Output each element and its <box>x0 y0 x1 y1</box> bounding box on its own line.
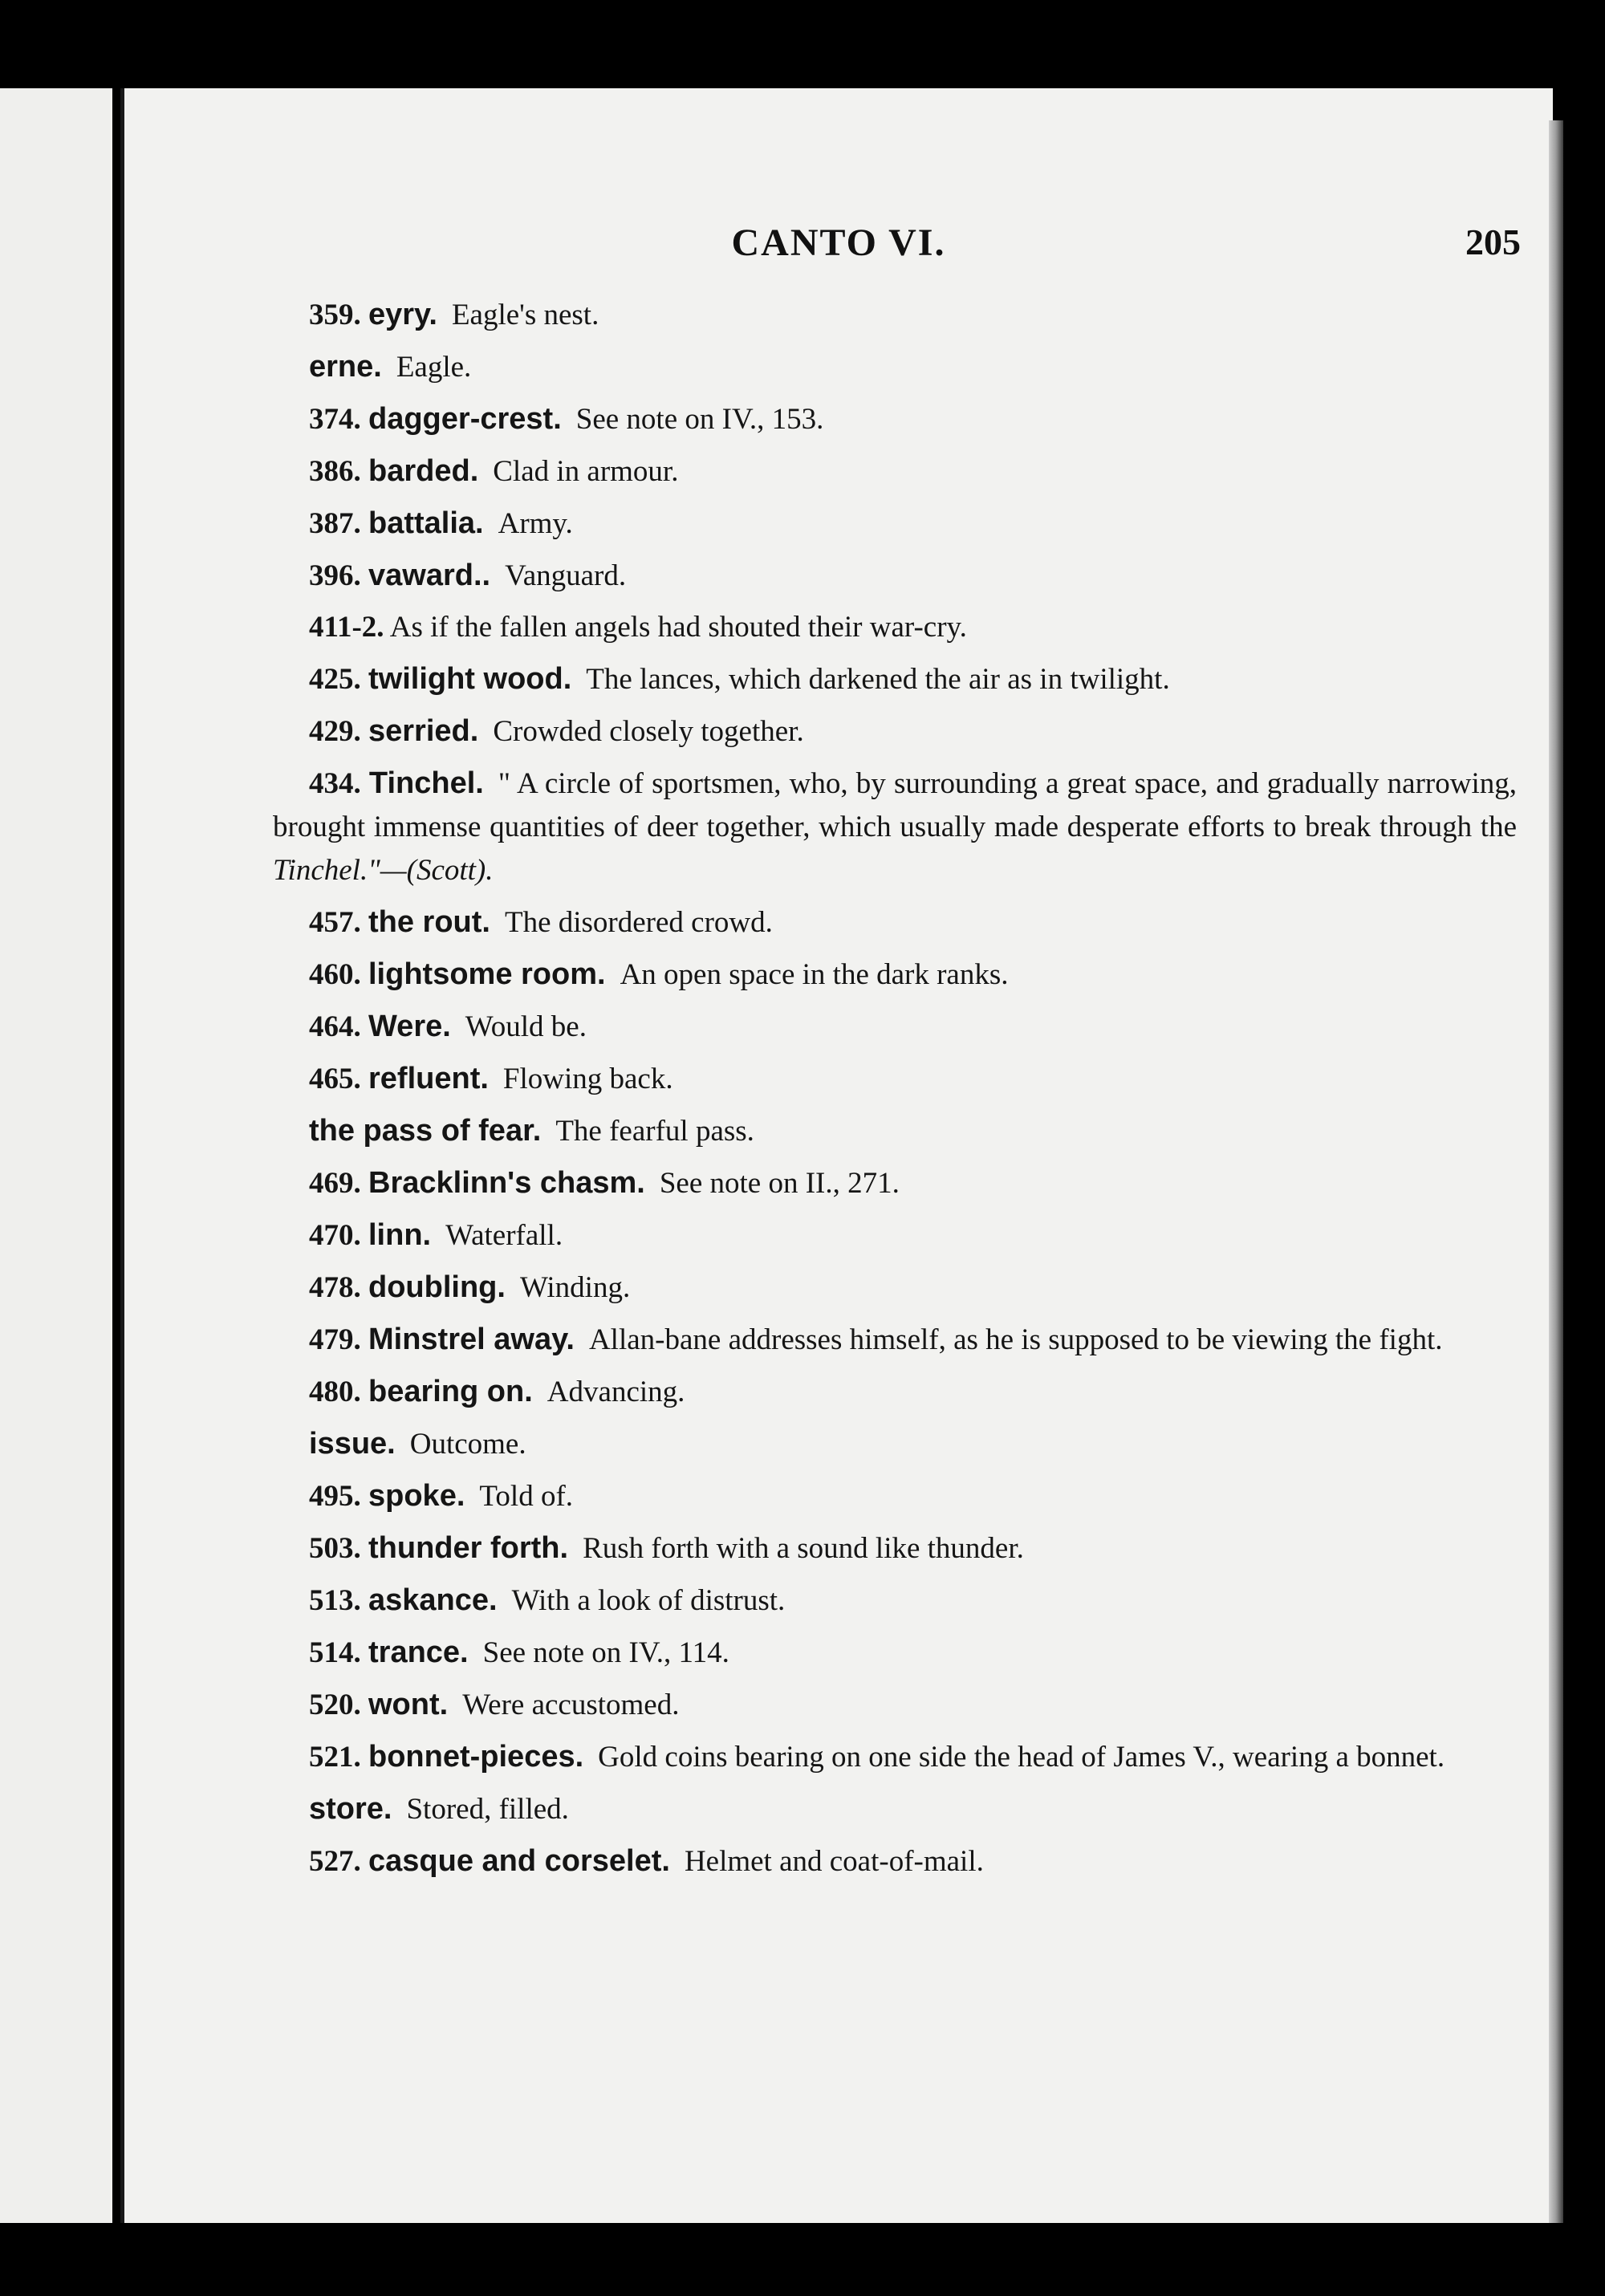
note-gloss: The fearful pass. <box>555 1115 754 1148</box>
note-citation: Tinchel."—(Scott). <box>273 854 494 887</box>
note-term: serried. <box>368 714 479 748</box>
note-entry <box>273 606 1517 649</box>
note-entry <box>273 1213 1517 1258</box>
note-entry <box>273 1005 1517 1049</box>
facing-page-edge <box>0 88 112 2223</box>
note-term: battalia. <box>368 506 484 540</box>
line-number: 503. <box>309 1532 361 1565</box>
note-gloss: Waterfall. <box>445 1219 563 1252</box>
line-number: 359. <box>309 299 361 331</box>
note-term: lightsome room. <box>368 957 606 991</box>
note-term: vaward.. <box>368 559 491 592</box>
note-term: the rout. <box>368 905 490 939</box>
note-entry <box>273 709 1517 754</box>
line-number: 386. <box>309 455 361 488</box>
note-gloss: Flowing back. <box>502 1063 673 1095</box>
note-term: trance. <box>368 1636 469 1669</box>
note-entry <box>273 502 1517 546</box>
note-gloss: An open space in the dark ranks. <box>620 958 1009 991</box>
note-term: barded. <box>368 454 479 488</box>
page-number: 205 <box>1465 221 1521 262</box>
note-entry <box>273 953 1517 997</box>
note-gloss: Advancing. <box>547 1376 685 1408</box>
note-term: store. <box>309 1792 392 1826</box>
note-term: eyry. <box>368 298 437 331</box>
note-term: bonnet-pieces. <box>368 1740 584 1774</box>
note-entry <box>273 345 1517 389</box>
line-number: 425. <box>309 663 361 696</box>
note-gloss: Clad in armour. <box>493 455 679 488</box>
note-gloss: Winding. <box>519 1271 631 1304</box>
note-gloss: " A circle of sportsmen, who, by surrounding a great space, and gradually narrowing, brought immense quantities of deer together, which usually made desperate efforts to break through the <box>273 767 1518 843</box>
note-gloss: The lances, which darkened the air as in twilight. <box>586 663 1170 696</box>
line-number: 480. <box>309 1376 361 1408</box>
notes-list <box>273 293 1517 1892</box>
note-gloss: See note on II., 271. <box>659 1167 900 1200</box>
note-gloss: Outcome. <box>409 1428 526 1461</box>
note-entry <box>273 1839 1517 1884</box>
note-gloss: Told of. <box>479 1480 574 1513</box>
line-number: 470. <box>309 1219 361 1252</box>
note-term: doubling. <box>368 1270 506 1304</box>
line-number: 387. <box>309 507 361 540</box>
note-entry <box>273 1318 1517 1362</box>
note-entry <box>273 762 1517 892</box>
note-entry <box>273 449 1517 494</box>
note-gloss: Gold coins bearing on one side the head of James V., wearing a bonnet. <box>598 1741 1445 1774</box>
note-entry <box>273 554 1517 598</box>
line-number: 411-2. <box>309 611 384 644</box>
note-term: erne. <box>309 350 382 384</box>
line-number: 478. <box>309 1271 361 1304</box>
note-term: issue. <box>309 1427 396 1461</box>
note-entry <box>273 900 1517 945</box>
line-number: 514. <box>309 1636 361 1669</box>
note-entry <box>273 1109 1517 1153</box>
note-term: the pass of fear. <box>309 1114 542 1148</box>
note-term: wont. <box>368 1688 449 1721</box>
note-term: refluent. <box>368 1062 489 1095</box>
line-number: 527. <box>309 1845 361 1878</box>
note-entry <box>273 1526 1517 1571</box>
note-term: Were. <box>368 1010 451 1043</box>
line-number: 460. <box>309 958 361 991</box>
line-number: 457. <box>309 906 361 939</box>
note-entry <box>273 397 1517 441</box>
note-term: casque and corselet. <box>368 1844 670 1878</box>
note-gloss: Stored, filled. <box>406 1793 569 1826</box>
note-gloss: Helmet and coat-of-mail. <box>684 1845 984 1878</box>
line-number: 521. <box>309 1741 361 1774</box>
line-number: 396. <box>309 559 361 592</box>
note-entry <box>273 1683 1517 1727</box>
note-term: bearing on. <box>368 1375 533 1408</box>
note-term: Minstrel away. <box>368 1323 575 1356</box>
note-entry <box>273 1631 1517 1675</box>
note-entry <box>273 293 1517 337</box>
note-term: thunder forth. <box>368 1531 569 1565</box>
note-gloss: Would be. <box>465 1010 587 1043</box>
note-entry <box>273 1474 1517 1518</box>
running-head: CANTO VI. <box>731 221 946 264</box>
line-number: 469. <box>309 1167 361 1200</box>
note-gloss: Rush forth with a sound like thunder. <box>583 1532 1024 1565</box>
note-entry <box>273 1422 1517 1466</box>
note-gloss: Eagle's nest. <box>451 299 599 331</box>
line-number: 479. <box>309 1323 361 1356</box>
note-gloss: As if the fallen angels had shouted their war-cry. <box>389 611 967 644</box>
note-gloss: Vanguard. <box>505 559 627 592</box>
note-term: dagger-crest. <box>368 402 562 436</box>
note-term: Tinchel. <box>368 766 484 800</box>
note-term: twilight wood. <box>368 662 572 696</box>
note-term: Bracklinn's chasm. <box>368 1166 645 1200</box>
line-number: 513. <box>309 1584 361 1617</box>
line-number: 520. <box>309 1688 361 1721</box>
line-number: 434. <box>309 767 361 800</box>
note-entry <box>273 657 1517 701</box>
note-entry <box>273 1787 1517 1831</box>
note-entry <box>273 1579 1517 1623</box>
line-number: 464. <box>309 1010 361 1043</box>
book-page <box>120 88 1553 2223</box>
page-header <box>124 221 1553 277</box>
note-entry <box>273 1266 1517 1310</box>
line-number: 465. <box>309 1063 361 1095</box>
note-term: linn. <box>368 1218 432 1252</box>
note-entry <box>273 1161 1517 1205</box>
note-gloss: With a look of distrust. <box>511 1584 786 1617</box>
note-gloss: Army. <box>498 507 573 540</box>
note-gloss: See note on IV., 114. <box>482 1636 729 1669</box>
note-term: askance. <box>368 1583 498 1617</box>
line-number: 495. <box>309 1480 361 1513</box>
note-gloss: Crowded closely together. <box>493 715 804 748</box>
note-gloss: Eagle. <box>396 351 472 384</box>
note-entry <box>273 1735 1517 1779</box>
line-number: 374. <box>309 403 361 436</box>
page-edge <box>1549 120 1563 2223</box>
note-gloss: Allan-bane addresses himself, as he is supposed to be viewing the fight. <box>588 1323 1443 1356</box>
note-entry <box>273 1370 1517 1414</box>
note-gloss: See note on IV., 153. <box>575 403 824 436</box>
note-gloss: The disordered crowd. <box>504 906 773 939</box>
note-entry <box>273 1057 1517 1101</box>
line-number: 429. <box>309 715 361 748</box>
note-gloss: Were accustomed. <box>462 1688 680 1721</box>
note-term: spoke. <box>368 1479 465 1513</box>
